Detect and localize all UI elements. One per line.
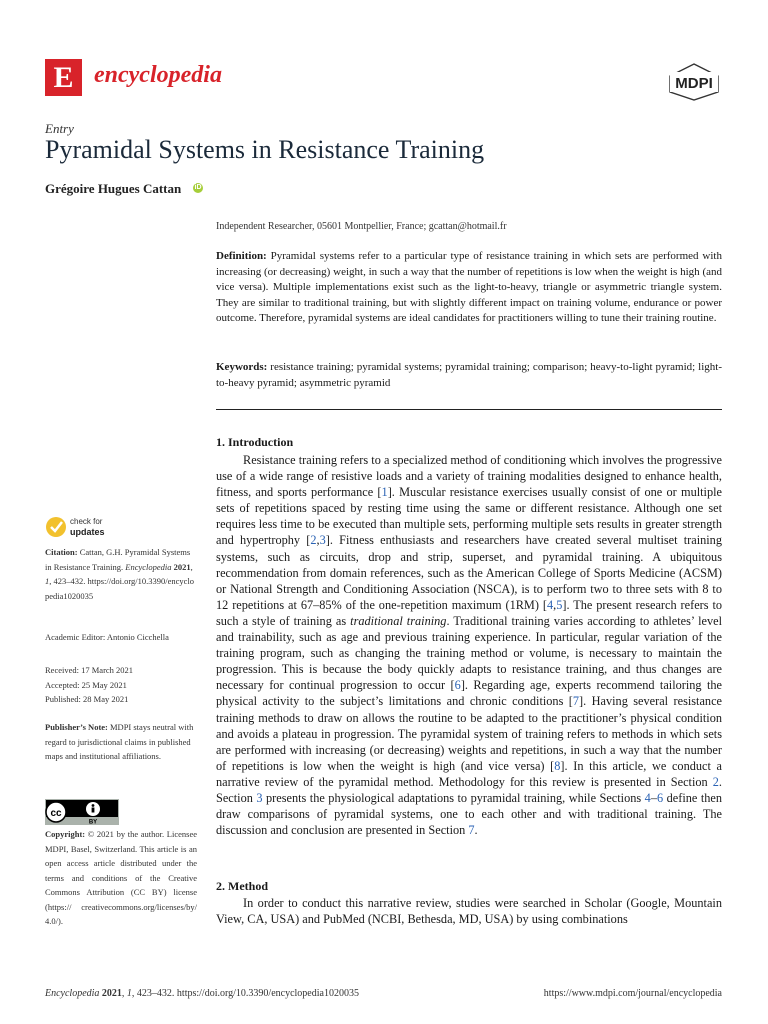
citation-doi[interactable]: https://doi.org/10.3390/encyclopedia1020035 — [45, 576, 195, 601]
definition-text: Pyramidal systems refer to a particular type of resistance training in which sets are performed with increasing (or decreasing) weight, in such a way that the number of repetitions is low when the weight is high (and vice versa). Multiple implementations exist such as the light-to-heavy, triangle or asymmetric triangle system. They are similar to traditional training, but with slightly different impact on training volume, endurance or power outcome. Therefore, pyramidal systems are ideal candidates for practitioners willing to tune their training routine. — [216, 250, 722, 325]
citation-label: Citation: — [45, 547, 78, 557]
cc-by-license-icon[interactable] — [45, 799, 119, 825]
footer-journal: Encyclopedia — [45, 988, 100, 999]
mdpi-logo-text: MDPI — [675, 75, 713, 92]
introduction-text: Resistance training refers to a specialized method of conditioning which involves the progressive use of a wide range of resistive loads and a variety of training modalities designed to enhance health, fitness, and sports performance [1]. Muscular resistance exercises usually consist of one or multiple sets of repetitions spaced by resting time using the same or different resistance. Although one set requires less time to be executed than multiple sets, performing multiple sets results in greater strength and hypertrophy [2,3]. Fitness enthusiasts and researchers have created several multiset training systems, such as circuits, drop and strip, superset, and pyramidal training. A ubiquitous recommendation from domain references, such as the American College of Sports Medicine (ACSM) or National Strength and Conditioning Association (NSCA), is to perform two to three sets with 8 to 12 repetitions at 67–85% of the one-repetition maximum (1RM) [4,5]. The present research refers to such a style of training as traditional training. Traditional training varies according to athletes’ level and trainability, such as age and previous training experience. In particular, regular variation of the training program, such as changing the training method or volume, is necessary to maintain the progression. This is because the body quickly adapts to resistance training, and thus changes are necessary for continual progression to occur [6]. Regarding age, experts recommend tailoring the physical activity to the subject’s limitations and chronic conditions [7]. Having several resistance training methods to draw on allows the routine to be adapted to the practitioner’s physical condition and avoids a plateau in progression. The pyramidal system of training refers to methods in which sets are performed with increasing (or decreasing) weights and repetitions, in such a way that the number of repetitions is low when the weight is high (and vice versa) [8]. In this article, we conduct a narrative review of the pyramidal method. Methodology for this review is presented in Section 2. Section 3 presents the physiological adaptations to pyramidal training, while Sections 4–6 define then draw comparisons of pyramidal systems, one to each other and with traditional training. The discussion and conclusion are presented in Section 7. — [216, 453, 723, 838]
keywords — [216, 360, 722, 391]
citation-text: Cattan, G.H. Pyramidal Systems in Resistance Training. — [45, 547, 191, 572]
keywords-text: resistance training; pyramidal systems; pyramidal training; comparison; heavy-to-light pyramid; light-to-heavy pyramid; asymmetric pyramid — [216, 361, 723, 389]
article-title: Pyramidal Systems in Resistance Training — [45, 135, 485, 164]
mdpi-logo — [666, 62, 722, 102]
citation-journal: Encyclopedia — [125, 561, 172, 572]
citation-year: 2021 — [173, 561, 191, 572]
publisher-note — [45, 720, 197, 764]
method-text: In order to conduct this narrative review, studies were searched in Scholar (Google, Mountain View, CA, USA) and PubMed (NCBI, Bethesda, MD, USA) by using combinations — [216, 896, 722, 927]
publisher-note-label: Publisher’s Note: — [45, 722, 108, 732]
published-date: Published: 28 May 2021 — [45, 694, 129, 704]
definition-label: Definition: — [216, 250, 267, 262]
check-updates-line1: check for — [70, 517, 103, 526]
publication-dates — [45, 663, 197, 707]
footer-volume: 1 — [126, 988, 132, 999]
copyright-text: © 2021 by the author. Licensee MDPI, Basel, Switzerland. This article is an open access article distributed under the terms and conditions of the Creative Commons Attribution (CC BY) license (https:// creativecommons.org/licenses/by/ 4.0/). — [45, 829, 197, 926]
check-updates-line2: updates — [70, 527, 105, 537]
accepted-date: Accepted: 25 May 2021 — [45, 679, 127, 690]
journal-name: encyclopedia — [94, 62, 222, 88]
svg-text:cc: cc — [50, 808, 62, 819]
academic-editor: Academic Editor: Antonio Cicchella — [45, 632, 169, 642]
divider — [216, 409, 722, 410]
footer-rest: , 423–432. https://doi.org/10.3390/encyclopedia1020035 — [131, 988, 359, 999]
publisher-note-text: MDPI stays neutral with regard to jurisdictional claims in published maps and institutional affiliations. — [45, 722, 194, 761]
citation-pages: , 423–432. — [49, 576, 86, 586]
footer-citation: Encyclopedia 2021, 1, 423–432. https://doi.org/10.3390/encyclopedia1020035 — [45, 988, 359, 999]
footer-journal-url[interactable]: https://www.mdpi.com/journal/encyclopedia — [543, 988, 722, 999]
cc-by-text: BY — [88, 819, 98, 825]
author-name: Grégoire Hugues Cattan — [45, 181, 182, 196]
footer-year: 2021 — [101, 988, 122, 999]
orcid-icon[interactable]: iD — [194, 184, 202, 191]
citation: Citation: Cattan, G.H. Pyramidal Systems in Resistance Training. Encyclopedia 2021, 1, 423–432. https://doi.org/10.3390/encyclopedia1020035 — [45, 547, 195, 601]
section-heading-introduction: 1. Introduction — [216, 435, 294, 449]
check-for-updates-badge[interactable] — [45, 514, 125, 540]
article-type: Entry — [45, 121, 74, 136]
section-heading-method: 2. Method — [216, 879, 268, 893]
affiliation: Independent Researcher, 05601 Montpellier, France; gcattan@hotmail.fr — [216, 221, 507, 232]
copyright — [45, 827, 197, 929]
journal-logo: E — [45, 59, 82, 96]
citation-volume: 1 — [45, 576, 50, 586]
keywords-label: Keywords: — [216, 361, 268, 373]
copyright-label: Copyright: — [45, 829, 86, 839]
definition — [216, 249, 722, 327]
received-date: Received: 17 March 2021 — [45, 665, 134, 675]
